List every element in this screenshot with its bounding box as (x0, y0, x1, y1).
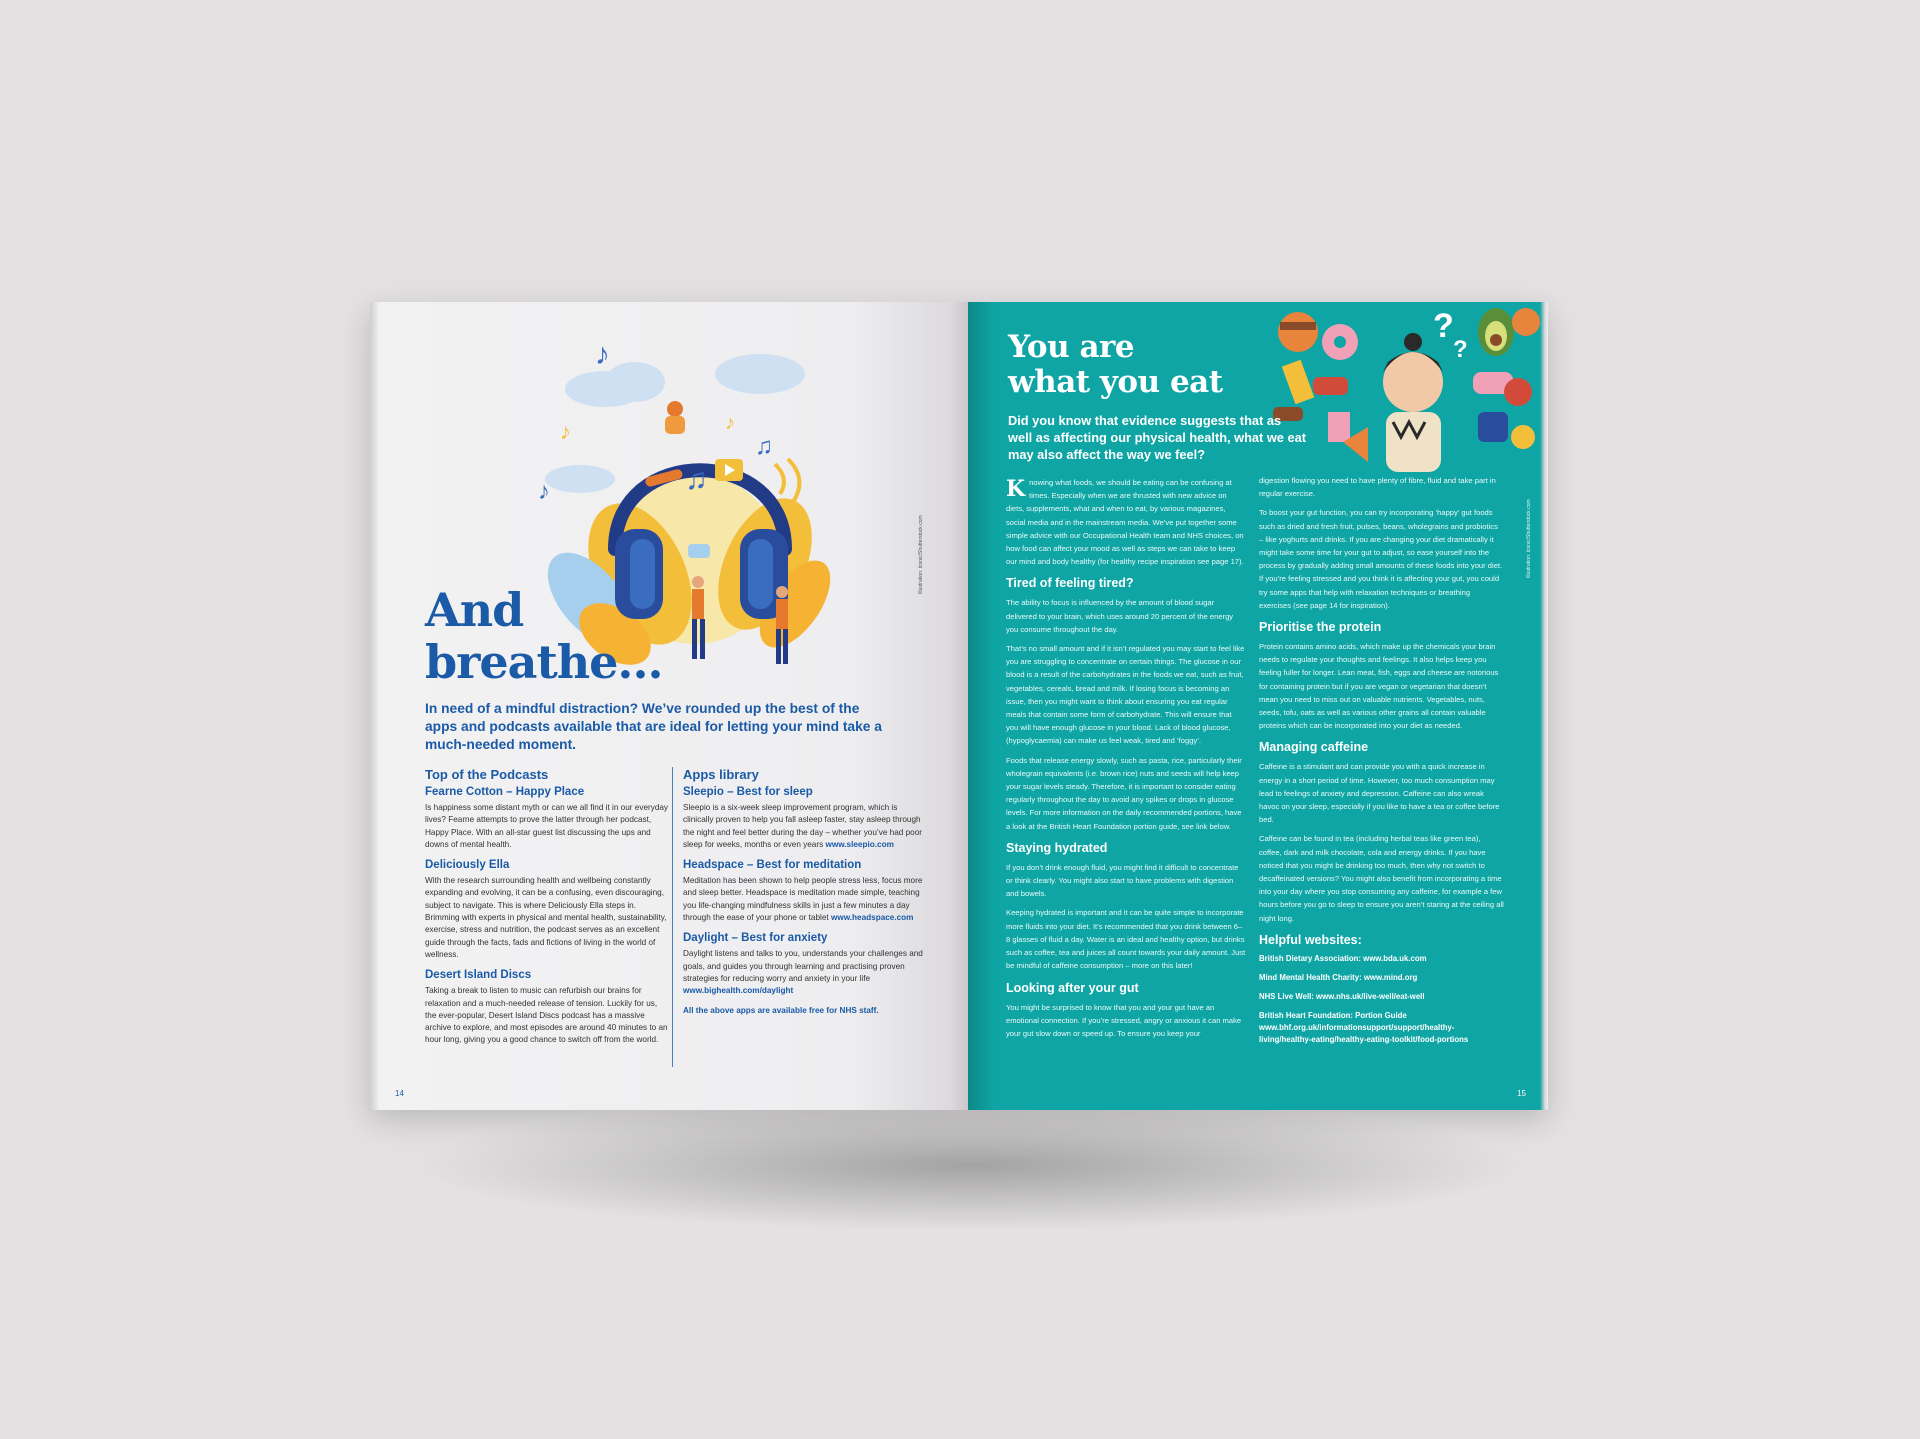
podcast-title: Desert Island Discs (425, 969, 532, 982)
apps-note: All the above apps are available free for NHS staff. (683, 1005, 879, 1015)
podcasts-column (425, 767, 670, 1055)
section-paragraph: Caffeine can be found in tea (including herbal teas like green tea), coffee, dark and milk chocolate, cola and energy drinks. If you have noticed that you might be drinking too much, then why not switch to decaffeinated versions? You might also benefit from incorporating a time into your day where you stop consuming any caffeine, for example a few hours before you go to sleep to ensure you aren’t staring at the ceiling all night long. (1259, 834, 1504, 923)
section-heading: Prioritise the protein (1259, 620, 1382, 635)
continued-paragraph: To boost your gut function, you can try incorporating ‘happy’ gut foods such as dried and fresh fruit, pulses, beans, wholegrains and probiotics – like yoghurts and drinks. If you are changing your diet dramatically it might take some time for your gut to adjust, so ease yourself into the process by gradually adding small amounts of these foods into your diet. If you’re feeling stressed and you think it is affecting your gut, you could try some apps that help with relaxation techniques or breathing exercises (see page 14 for inspiration). (1259, 508, 1503, 610)
svg-text:♫: ♫ (685, 463, 708, 496)
svg-text:♪: ♪ (595, 338, 610, 371)
podcast-body: Taking a break to listen to music can refurbish our brains for relaxation and a much-needed release of tension. Luckily for us, the ever-popular, Desert Island Discs podcast has a massive archive to explore, and most episodes are around 40 minutes to an hour long, giving you a good chance to switch off from the world. (425, 986, 668, 1045)
section-paragraph: If you don’t drink enough fluid, you might find it difficult to concentrate or think clearly. You might also start to have problems with digestion and bowels. (1006, 862, 1239, 899)
app-title: Daylight – Best for anxiety (683, 932, 828, 945)
intro-right: Did you know that evidence suggests that as well as affecting our physical health, what we eat may also affect the way we feel? (1008, 413, 1306, 462)
illustration-credit: Illustration: Iconic/Shutterstock.com (1526, 499, 1532, 578)
section-heading: Staying hydrated (1006, 840, 1108, 855)
right-page (968, 302, 1548, 1110)
app-title: Sleepio – Best for sleep (683, 786, 813, 798)
headspace-link[interactable]: www.headspace.com (830, 913, 914, 923)
section-paragraph: Keeping hydrated is important and it can be quite simple to incorporate more fluids into your diet. It’s recommended that you drink between 6–8 glasses of fluid a day. Water is an ideal and healthy option, but drinks such as coffee, tea and juices all count towards your daily amount. Just be mindful of caffeine consumption – more on this later! (1006, 908, 1246, 971)
svg-text:♪: ♪ (725, 412, 735, 434)
app-body: Daylight listens and talks to you, understands your challenges and goals, and guides you through learning and practising proven strategies for reducing worry and anxiety in your life www.bighealth.com/daylight (683, 949, 923, 996)
magazine-shadow (420, 1100, 1520, 1230)
page-number-right: 15 (1517, 1089, 1526, 1098)
podcast-body: With the research surrounding health and wellbeing constantly expanding and evolving, it can be a confusing, even discouraging, subject to navigate. This is where Deliciously Ella steps in. Brimming with experts in physical and mental health, sustainability, exercise, stress and nutrition, the podcast serves as an excellent guide through the facts, fads and fictions of living in the world of wellness. (425, 876, 667, 959)
website-link[interactable]: British Dietary Association: www.bda.uk.com (1259, 953, 1427, 963)
section-paragraph: That’s no small amount and if it isn’t regulated you may start to feel like you are struggling to concentrate on certain things. The glucose in our blood is a result of the carbohydrates in the foods we eat, such as fruit, vegetables, cereals, bread and milk. If losing focus is becoming an issue, then you might want to think about ensuring you eat regular meals that contain some form of carbohydrate. This will ensure that you will have enough glucose in your blood. Lack of blood glucose, (hypoglycaemia) can make us feel weak, tired and ‘foggy’. (1006, 644, 1245, 746)
page-number-left: 14 (395, 1089, 404, 1098)
section-heading: Managing caffeine (1259, 740, 1369, 755)
article-column-2 (1259, 474, 1504, 1053)
section-paragraph: Foods that release energy slowly, such as pasta, rice, particularly their wholegrain equivalents (i.e. brown rice) nuts and seeds will help keep your sugar levels steady. Therefore, it is important to consider eating regularly throughout the day to avoid any spikes or drops in glucose levels. For more information on the daily recommended portions, have a look at the British Heart Foundation portion guide, see link below. (1006, 755, 1242, 831)
apps-column (683, 767, 928, 1015)
column-divider (672, 767, 673, 1067)
svg-text:♪: ♪ (538, 478, 550, 505)
intro-left: In need of a mindful distraction? We’ve rounded up the best of the apps and podcasts available that are ideal for letting your mind take a much-needed moment. (425, 701, 882, 752)
svg-text:?: ? (1453, 336, 1468, 363)
opening-paragraph: Knowing what foods, we should be eating can be confusing at times. Especially when we are thrusted with new advice on diets, supplements, what and when to eat, by various magazines, social media and in the mainstream media. We’ve put together some simple advice with our Occupational Health team and NHS choices, on how food can affect your mood as well as steps we can take to keep our mind and body healthy (for healthy recipe inspiration see page 17). (1006, 476, 1244, 567)
app-body: Meditation has been shown to help people stress less, focus more and sleep better. Headspace is meditation made simple, teaching you life-changing mindfulness skills in just a few minutes a day through the ease of your phone or tablet www.headspace.com (683, 876, 923, 923)
svg-text:♪: ♪ (560, 419, 571, 444)
magazine-spread (370, 302, 1548, 1110)
podcast-title: Fearne Cotton – Happy Place (425, 786, 585, 798)
dropcap: K (1006, 476, 1026, 502)
website-link[interactable]: NHS Live Well: www.nhs.uk/live-well/eat-well (1259, 991, 1425, 1001)
app-title: Headspace – Best for meditation (683, 859, 862, 872)
page-title-right: You are what you eat (1008, 329, 1223, 400)
continued-paragraph: digestion flowing you need to have plenty of fibre, fluid and take part in regular exercise. (1259, 476, 1496, 499)
article-column-1 (1006, 476, 1246, 1046)
podcast-title: Deliciously Ella (425, 859, 510, 872)
section-paragraph: Caffeine is a stimulant and can provide you with a quick increase in energy in a short period of time. However, too much consumption may lead to feelings of anxiety and depression. Caffeine can also wreak havoc on your sleep, especially if you like to have a tea or coffee before bed. (1259, 762, 1500, 825)
section-paragraph: Protein contains amino acids, which make up the chemicals your brain needs to regulate your thoughts and feelings. It also helps keep you feeling fuller for longer. Lean meat, fish, eggs and cheese are notorious for containing protein but if you are vegan or vegetarian that doesn’t mean you need to miss out on valuable nutrients. Vegetables, nuts, seeds, tofu, oats as well as various other grains all contain valuable proteins which can be incorporated into your diet as needed. (1259, 642, 1499, 731)
websites-heading: Helpful websites: (1259, 932, 1362, 947)
app-body: Sleepio is a six-week sleep improvement program, which is clinically proven to help you fall asleep faster, stay asleep through the night and feel better during the day – whether you’ve had poor sleep for weeks, months or even years www.sleepio.com (683, 803, 922, 849)
apps-heading: Apps library (683, 767, 759, 782)
daylight-link[interactable]: www.bighealth.com/daylight (683, 986, 794, 996)
website-link[interactable]: British Heart Foundation: Portion Guide www.bhf.org.uk/informationsupport/support/healthy-living/healthy-eating/healthy-eating-toolkit/food-portions (1259, 1010, 1469, 1044)
svg-text:♫: ♫ (755, 433, 773, 460)
section-paragraph: The ability to focus is influenced by the amount of blood sugar delivered to your brain, which uses around 20 percent of the energy you consume throughout the day. (1006, 598, 1234, 634)
podcast-body: Is happiness some distant myth or can we all find it in our everyday lives? Fearne attempts to prove the latter through her podcast, Happy Place. With an all-star guest list discussing the ups and downs of mental health. (425, 803, 669, 849)
section-heading: Looking after your gut (1006, 980, 1139, 995)
section-paragraph: You might be surprised to know that you and your gut have an emotional connection. If you’re stressed, angry or anxious it can make your gut slow down or speed up. To ensure you keep your (1006, 1002, 1242, 1038)
website-link[interactable]: Mind Mental Health Charity: www.mind.org (1259, 972, 1418, 982)
section-heading: Tired of feeling tired? (1006, 576, 1134, 591)
illustration-credit: Illustration: Iconic/Shutterstock.com (918, 515, 924, 594)
podcasts-heading: Top of the Podcasts (425, 767, 549, 782)
svg-text:?: ? (1433, 307, 1454, 345)
left-page (370, 302, 968, 1110)
page-title-left: And breathe... (425, 583, 663, 689)
food-illustration (1268, 302, 1540, 477)
sleepio-link[interactable]: www.sleepio.com (825, 839, 894, 849)
